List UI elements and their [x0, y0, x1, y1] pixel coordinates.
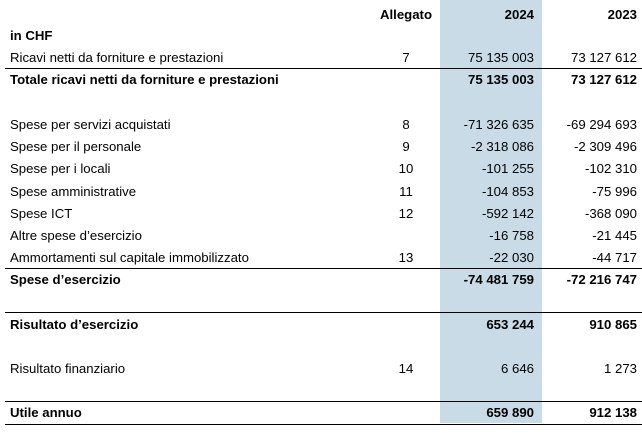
row-value-2023: 912 138: [589, 405, 637, 420]
row-value-2024: -22 030: [489, 250, 534, 265]
row-ref: 14: [398, 361, 414, 376]
row-label: Ammortamenti sul capitale immobilizzato: [10, 250, 249, 265]
row-label: Spese per servizi acquistati: [10, 117, 171, 132]
row-value-2023: -69 294 693: [566, 117, 637, 132]
table-row: [0, 136, 642, 158]
row-value-2023: -102 310: [584, 161, 637, 176]
row-ref: 10: [398, 161, 414, 176]
total-row: [0, 269, 642, 291]
row-value-2023: -21 445: [592, 228, 637, 243]
total-row: [0, 314, 642, 336]
row-ref: 9: [402, 139, 410, 154]
row-ref: 7: [402, 50, 410, 65]
row-ref: 12: [398, 206, 414, 221]
row-value-2023: 73 127 612: [570, 50, 637, 65]
row-value-2024: -104 853: [481, 184, 534, 199]
row-value-2023: -75 996: [592, 184, 637, 199]
header-row: [0, 4, 642, 26]
total-row: [0, 69, 642, 91]
row-value-2023: 1 273: [603, 361, 637, 376]
row-value-2024: 75 135 003: [467, 72, 534, 87]
row-ref: 8: [402, 117, 410, 132]
row-value-2024: -71 326 635: [463, 117, 534, 132]
row-label: Ricavi netti da forniture e prestazioni: [10, 50, 224, 65]
row-label: Spese per il personale: [10, 139, 142, 154]
row-label: Spese per i locali: [10, 161, 111, 176]
row-value-2024: 75 135 003: [467, 50, 534, 65]
table-row: [0, 247, 642, 269]
row-label: Spese d’esercizio: [10, 272, 121, 287]
unit-label: in CHF: [10, 28, 53, 43]
row-value-2023: -368 090: [584, 206, 637, 221]
row-label: Risultato finanziario: [10, 361, 126, 376]
table-row: [0, 114, 642, 136]
row-value-2023: 73 127 612: [570, 72, 637, 87]
table-row: [0, 181, 642, 203]
year-2023-header: 2023: [607, 7, 637, 22]
row-label: Altre spese d’esercizio: [10, 228, 142, 243]
divider: [5, 312, 642, 313]
row-value-2024: 653 244: [486, 317, 534, 332]
row-value-2024: 6 646: [500, 361, 534, 376]
table-row: [0, 47, 642, 69]
row-label: Utile annuo: [10, 405, 82, 420]
row-value-2024: -2 318 086: [470, 139, 534, 154]
row-value-2024: -101 255: [481, 161, 534, 176]
row-ref: 11: [399, 184, 413, 199]
row-label: Spese ICT: [10, 206, 73, 221]
unit-row: [0, 25, 642, 47]
year-2024-header: 2024: [504, 7, 534, 22]
table-row: [0, 358, 642, 380]
row-value-2024: -592 142: [481, 206, 534, 221]
row-label: Spese amministrative: [10, 184, 137, 199]
divider: [5, 424, 642, 425]
row-ref: 13: [398, 250, 414, 265]
row-label: Risultato d’esercizio: [10, 317, 139, 332]
total-row: [0, 402, 642, 424]
row-value-2024: -16 758: [489, 228, 534, 243]
row-value-2023: -72 216 747: [566, 272, 637, 287]
row-label: Totale ricavi netti da forniture e prestazioni: [10, 72, 279, 87]
row-value-2024: -74 481 759: [463, 272, 534, 287]
row-value-2023: -44 717: [592, 250, 637, 265]
ref-column-header: Allegato: [379, 7, 433, 22]
table-row: [0, 158, 642, 180]
row-value-2024: 659 890: [486, 405, 534, 420]
row-value-2023: -2 309 496: [573, 139, 637, 154]
row-value-2023: 910 865: [589, 317, 637, 332]
table-row: [0, 225, 642, 247]
table-row: [0, 203, 642, 225]
